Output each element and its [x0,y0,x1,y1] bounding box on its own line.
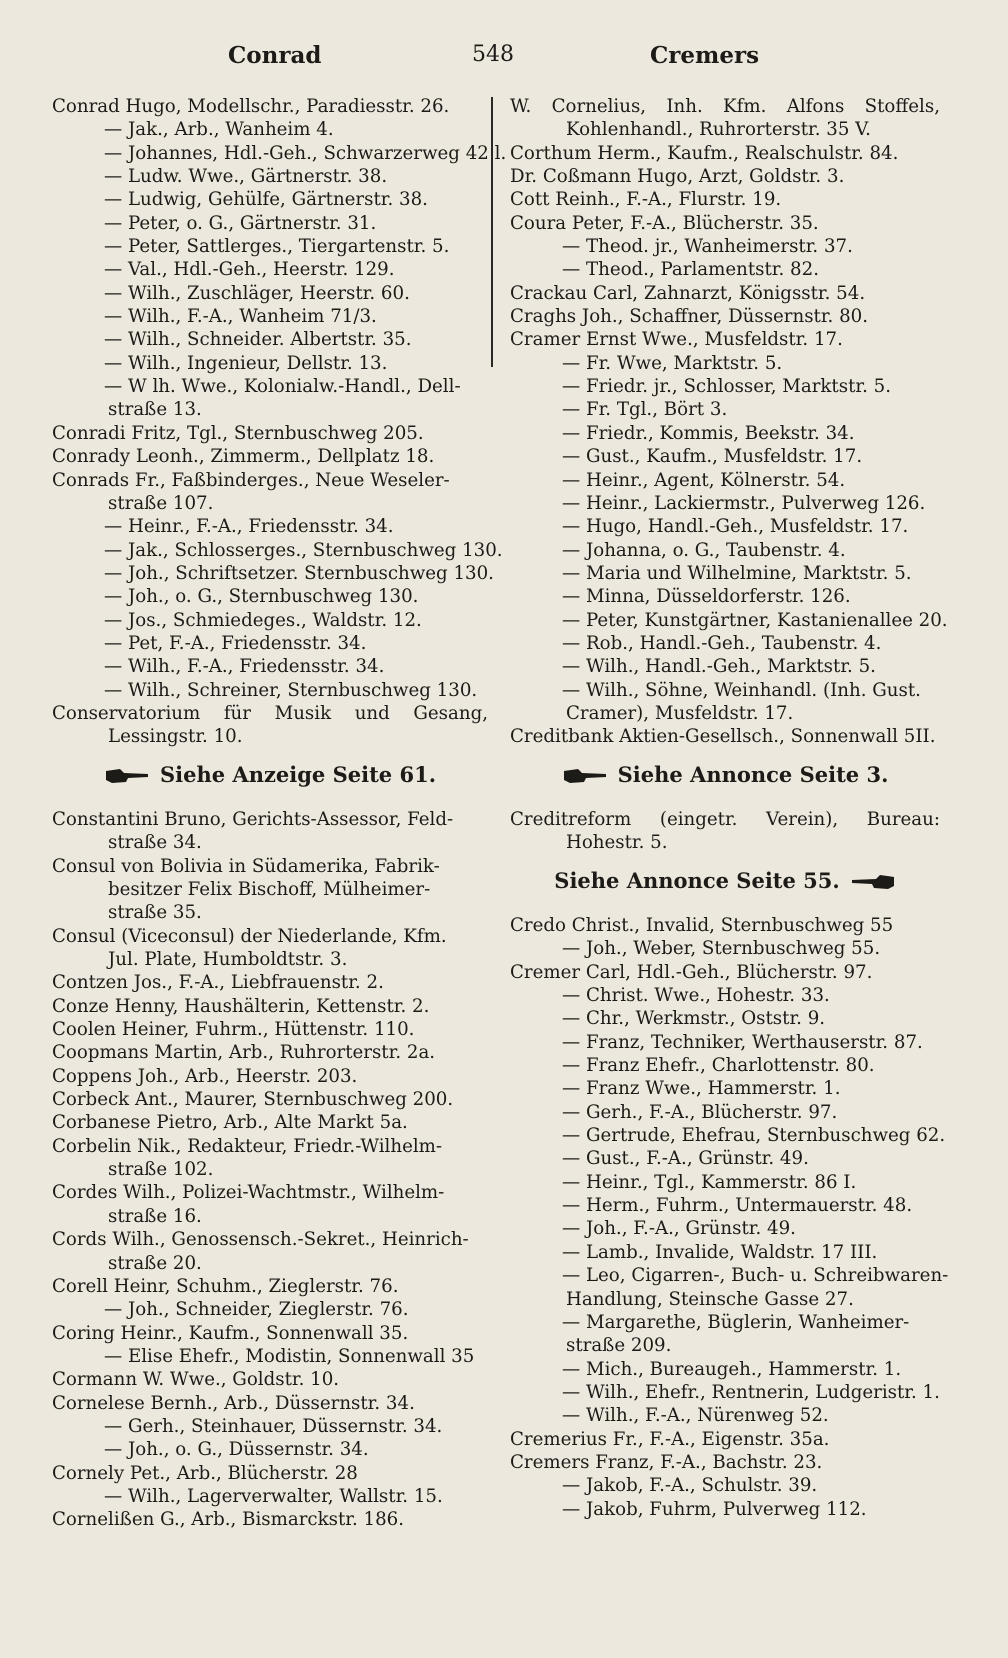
entry-continuation: straße 20. [108,1252,202,1274]
entry-continuation: Hohestr. 5. [566,832,668,854]
directory-entry: — Wilh., Söhne, Weinhandl. (Inh. Gust. [562,679,921,701]
entry-continuation: straße 107. [108,492,214,514]
directory-entry: — Theod. jr., Wanheimerstr. 37. [562,236,853,258]
directory-entry: Dr. Coßmann Hugo, Arzt, Goldstr. 3. [510,166,845,188]
pointing-hand-icon [562,767,608,785]
directory-entry: — Ludw. Wwe., Gärtnerstr. 38. [104,166,388,188]
directory-entry: Conrad Hugo, Modellschr., Paradiesstr. 26. [52,96,450,117]
directory-entry: — Fr. Wwe, Marktstr. 5. [562,352,783,374]
column-divider [491,97,493,367]
directory-entry: — Wilh., F.-A., Nürenweg 52. [562,1405,829,1427]
directory-entry: — Jakob, F.-A., Schulstr. 39. [562,1475,818,1497]
advertisement-notice [52,763,488,786]
directory-entry: Corbeck Ant., Maurer, Sternbuschweg 200. [52,1089,454,1111]
right-column [510,95,949,1521]
directory-entry: — Gust., F.-A., Grünstr. 49. [562,1148,809,1170]
directory-entry: Cremer Carl, Hdl.-Geh., Blücherstr. 97. [510,961,873,983]
entry-word: Inh. [666,96,703,117]
directory-entry: — Joh., Weber, Sternbuschweg 55. [562,938,881,960]
directory-entry: — Joh., Schriftsetzer. Sternbuschweg 130. [104,562,494,584]
directory-entry: — Peter, Sattlerges., Tiergartenstr. 5. [104,236,450,258]
directory-entry: Coring Heinr., Kaufm., Sonnenwall 35. [52,1322,409,1344]
entry-continuation: straße 16. [108,1205,202,1227]
entry-word: Cornelius, [551,96,647,117]
directory-entry: Conze Henny, Haushälterin, Kettenstr. 2. [52,995,430,1017]
directory-entry: — Joh., Schneider, Zieglerstr. 76. [104,1299,409,1321]
directory-entry: Cordes Wilh., Polizei-Wachtmstr., Wilhelm- [52,1182,445,1204]
directory-entry: — Joh., o. G., Sternbuschweg 130. [104,586,419,608]
directory-entry: — Wilh., Zuschläger, Heerstr. 60. [104,282,410,304]
entry-continuation: straße 35. [108,902,202,924]
directory-entry: — Elise Ehefr., Modistin, Sonnenwall 35 [104,1345,475,1367]
directory-entry: — Jak., Arb., Wanheim 4. [104,119,334,141]
entry-continuation: straße 13. [108,399,202,421]
directory-entry: — Franz Wwe., Hammerstr. 1. [562,1078,841,1100]
directory-entry: — Heinr., Lackiermstr., Pulverweg 126. [562,492,926,514]
entry-continuation: straße 34. [108,832,202,854]
entry-continuation: straße 102. [108,1159,214,1181]
directory-entry: — Franz, Techniker, Werthauserstr. 87. [562,1031,923,1053]
directory-entry: Consul (Viceconsul) der Niederlande, Kfm. [52,925,447,947]
directory-entry: Cornelese Bernh., Arb., Düssernstr. 34. [52,1392,415,1414]
entry-word: Bureau: [866,808,940,830]
directory-entry: Credo Christ., Invalid, Sternbuschweg 55 [510,915,894,936]
directory-entry: — Wilh., Lagerverwalter, Wallstr. 15. [104,1485,443,1507]
directory-entry: — Fr. Tgl., Bört 3. [562,399,728,421]
directory-entry: — Franz Ehefr., Charlottenstr. 80. [562,1055,875,1077]
directory-entry: Cords Wilh., Genossensch.-Sekret., Heinrich- [52,1229,469,1251]
directory-entry: Cormann W. Wwe., Goldstr. 10. [52,1369,340,1391]
directory-entry: — Wilh., Handl.-Geh., Marktstr. 5. [562,656,876,678]
directory-entry: — Wilh., Ehefr., Rentnerin, Ludgeristr. 1. [562,1381,940,1403]
directory-entry: — Joh., o. G., Düssernstr. 34. [104,1439,369,1461]
directory-entry: — Jak., Schlosserges., Sternbuschweg 130. [104,539,503,561]
directory-entry: — Rob., Handl.-Geh., Taubenstr. 4. [562,632,882,654]
directory-entry: — Ludwig, Gehülfe, Gärtnerstr. 38. [104,189,428,211]
directory-entry: Cremerius Fr., F.-A., Eigenstr. 35a. [510,1428,830,1450]
directory-entry: Conrads Fr., Faßbinderges., Neue Weseler- [52,469,450,491]
entry-continuation: Kohlenhandl., Ruhrorterstr. 35 V. [566,119,871,141]
entry-word: Conservatorium [52,702,201,724]
entry-continuation: Cramer), Musfeldstr. 17. [566,702,794,724]
entry-word: für [223,702,251,724]
directory-entry [52,702,488,725]
directory-entry: Coura Peter, F.-A., Blücherstr. 35. [510,212,819,234]
header-left-keyword: Conrad [228,42,322,69]
directory-entry: — Maria und Wilhelmine, Marktstr. 5. [562,562,912,584]
directory-entry: — Hugo, Handl.-Geh., Musfeldstr. 17. [562,516,909,538]
directory-entry: — Herm., Fuhrm., Untermauerstr. 48. [562,1195,913,1217]
directory-entry: Corbanese Pietro, Arb., Alte Markt 5a. [52,1112,408,1134]
left-column [52,95,507,1532]
directory-entry: — Gertrude, Ehefrau, Sternbuschweg 62. [562,1125,946,1147]
directory-entry: Contzen Jos., F.-A., Liebfrauenstr. 2. [52,972,384,994]
directory-entry: — Friedr. jr., Schlosser, Marktstr. 5. [562,376,891,398]
directory-entry: — W lh. Wwe., Kolonialw.-Handl., Dell- [104,376,461,398]
directory-entry: — Wilh., Schreiner, Sternbuschweg 130. [104,679,478,701]
directory-entry: — Margarethe, Büglerin, Wanheimer- [562,1311,910,1333]
directory-entry: Cramer Ernst Wwe., Musfeldstr. 17. [510,329,843,351]
notice-text: Siehe Anzeige Seite 61. [159,761,437,787]
directory-entry: — Wilh., Schneider. Albertstr. 35. [104,329,412,351]
entry-continuation: besitzer Felix Bischoff, Mülheimer- [108,879,431,900]
entry-continuation: Lessingstr. 10. [108,726,243,748]
directory-entry: — Mich., Bureaugeh., Hammerstr. 1. [562,1358,902,1380]
directory-entry: — Peter, Kunstgärtner, Kastanienallee 20. [562,609,948,631]
directory-entry: — Jos., Schmiedeges., Waldstr. 12. [104,609,422,631]
directory-entry: — Wilh., Ingenieur, Dellstr. 13. [104,352,388,374]
directory-entry: — Heinr., Agent, Kölnerstr. 54. [562,469,846,491]
directory-entry: — Leo, Cigarren-, Buch- u. Schreibwaren- [562,1265,949,1287]
entry-word: (eingetr. [659,808,738,830]
entry-word: Verein), [766,808,839,830]
directory-entry: — Chr., Werkmstr., Oststr. 9. [562,1008,826,1030]
directory-entry [510,808,940,831]
directory-entry: Conradi Fritz, Tgl., Sternbuschweg 205. [52,422,424,444]
directory-entry: — Heinr., Tgl., Kammerstr. 86 I. [562,1171,857,1193]
directory-entry: Corell Heinr, Schuhm., Zieglerstr. 76. [52,1275,399,1297]
entry-word: Alfons [786,96,845,117]
advertisement-notice [510,763,940,786]
directory-entry: — Friedr., Kommis, Beekstr. 34. [562,422,855,444]
directory-entry: — Wilh., F.-A., Wanheim 71/3. [104,306,377,328]
directory-entry: Cott Reinh., F.-A., Flurstr. 19. [510,189,782,211]
entry-word: Kfm. [723,96,767,117]
directory-entry: Cornely Pet., Arb., Blücherstr. 28 [52,1462,358,1484]
directory-entry: — Gerh., Steinhauer, Düssernstr. 34. [104,1415,443,1437]
header-right-keyword: Cremers [650,42,760,69]
entry-word: Stoffels, [864,96,940,117]
entry-word: und [354,702,390,724]
entry-word: W. [510,96,532,117]
directory-entry: Creditbank Aktien-Gesellsch., Sonnenwall 5II. [510,726,936,748]
directory-entry: — Johanna, o. G., Taubenstr. 4. [562,539,846,561]
entry-word: Musik [274,702,332,724]
entry-continuation: Handlung, Steinsche Gasse 27. [566,1288,854,1310]
directory-entry: — Lamb., Invalide, Waldstr. 17 III. [562,1241,878,1263]
directory-entry: Coolen Heiner, Fuhrm., Hüttenstr. 110. [52,1019,415,1041]
directory-entry: — Heinr., F.-A., Friedensstr. 34. [104,516,394,538]
directory-entry: — Johannes, Hdl.-Geh., Schwarzerweg 42 l. [104,142,507,164]
directory-entry: Cremers Franz, F.-A., Bachstr. 23. [510,1451,823,1473]
directory-entry: — Theod., Parlamentstr. 82. [562,259,819,281]
directory-entry: Constantini Bruno, Gerichts-Assessor, Feld- [52,808,454,830]
directory-entry: Consul von Bolivia in Südamerika, Fabrik- [52,855,440,877]
entry-word: Creditreform [510,808,632,830]
directory-entry: Cornelißen G., Arb., Bismarckstr. 186. [52,1509,405,1531]
entry-continuation: straße 209. [566,1335,672,1357]
entry-continuation: Jul. Plate, Humboldtstr. 3. [108,949,348,971]
directory-entry: — Christ. Wwe., Hohestr. 33. [562,985,830,1007]
directory-entry: — Peter, o. G., Gärtnerstr. 31. [104,212,377,234]
pointing-hand-icon [850,873,896,891]
directory-entry: — Pet, F.-A., Friedensstr. 34. [104,632,367,654]
directory-entry: Conrady Leonh., Zimmerm., Dellplatz 18. [52,446,435,468]
directory-entry: Coopmans Martin, Arb., Ruhrorterstr. 2a. [52,1042,436,1064]
advertisement-notice [510,869,940,892]
notice-text: Siehe Annonce Seite 55. [554,867,840,893]
directory-entry: — Minna, Düsseldorferstr. 126. [562,586,851,608]
pointing-hand-icon [104,767,150,785]
directory-entry: — Val., Hdl.-Geh., Heerstr. 129. [104,259,395,281]
directory-entry: Craghs Joh., Schaffner, Düssernstr. 80. [510,306,869,328]
notice-text: Siehe Annonce Seite 3. [617,761,889,787]
entry-word: Gesang, [413,702,488,724]
directory-entry: — Jakob, Fuhrm, Pulverweg 112. [562,1498,867,1520]
directory-entry: Coppens Joh., Arb., Heerstr. 203. [52,1065,358,1087]
directory-entry: — Gerh., F.-A., Blücherstr. 97. [562,1101,838,1123]
directory-entry: Crackau Carl, Zahnarzt, Königsstr. 54. [510,282,866,304]
directory-entry: — Wilh., F.-A., Friedensstr. 34. [104,656,385,678]
directory-entry [510,95,940,118]
directory-entry: Corbelin Nik., Redakteur, Friedr.-Wilhelm- [52,1135,443,1157]
page-number: 548 [472,42,514,67]
directory-entry: Corthum Herm., Kaufm., Realschulstr. 84. [510,142,899,164]
page-header [0,42,1008,78]
directory-entry: — Joh., F.-A., Grünstr. 49. [562,1218,796,1240]
directory-entry: — Gust., Kaufm., Musfeldstr. 17. [562,446,863,468]
